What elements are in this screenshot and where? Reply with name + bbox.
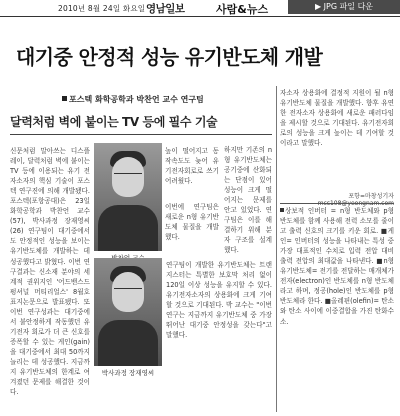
photo-student bbox=[94, 258, 162, 366]
bullet-triangle-icon bbox=[280, 208, 284, 212]
column-divider bbox=[276, 86, 277, 412]
body-column-3: 하지만 기존의 n형 유기반도체는 공기중에 산화되는 단점이 있어 성능이 크게 떨어지는 문제를 안고 있었다. 연구팀은 이를 해결하기 위해 분자 구조를 설계했다. bbox=[224, 146, 272, 255]
body-column-2b: 이번에 연구팀은 새로운 n형 유기반도체 물질을 개발했다. bbox=[165, 203, 219, 242]
reporter-email: 포항=마창성기자 bbox=[348, 193, 394, 200]
glossary-box bbox=[280, 206, 394, 410]
glasses-icon bbox=[114, 288, 142, 293]
body-column-4: 연구팀이 개발한 유기반도체는 트랜지스터는 특별한 보호막 처리 없이 120일 이상 성능을 유지할 수 있다. 유기전자소자의 상용화에 크게 기여할 것으로 기대된다. 박 교수는 "이번 연구는 지금까지 유기반도체 중 가장 뛰어난 대기중 안정성을 갖는다"고 말했다. bbox=[166, 261, 272, 340]
jpg-download-label: JPG 파일 다운 bbox=[323, 2, 374, 11]
newspaper-logo: 영남일보 bbox=[146, 3, 185, 15]
body-column-2a: 높이 떨어지고 동작속도도 늦어 유기전자회로로 쓰기 어려웠다. bbox=[165, 147, 219, 186]
bullet-square-icon bbox=[62, 96, 67, 101]
article-headline: 대기중 안정적 성능 유기반도체 개발 bbox=[16, 45, 323, 69]
byline-text: 포스텍 화학공학과 박찬언 교수 연구팀 bbox=[69, 95, 204, 104]
glasses-icon bbox=[114, 173, 142, 178]
jpg-download-button[interactable] bbox=[288, 0, 400, 14]
photo-body-shape bbox=[98, 205, 158, 251]
issue-date: 2010년 8월 24일 화요일 bbox=[58, 4, 146, 13]
photo-professor bbox=[94, 143, 162, 251]
body-column-1: 신문처럼 말아쓰는 디스플레이, 달력처럼 벽에 붙이는 TV 등에 이용되는 유기 전자소자의 핵심 기술이 포스텍 연구진에 의해 개발됐다. 포스텍(포항공대)은 23일 화학공학과 박찬언 교수(57), 박사과정 장재영씨(26) 연구팀이 대기중에서도 안정적인 성능을 보이는 유기반도체를 개발하는 데 성공했다고 밝혔다. 이번 연구결과는 신소재 분야의 세계적 권위지인 '어드밴스드 펑셔널 머티리얼스' 8월호 표지논문으로 발표됐다. 또 이번 연구성과는 대기중에서 불안정하게 작동했던 유기전자 회로가 더 큰 신호를 증폭할 수 있는 게인(gain)을 대기중에서 최대 50까지 늘리는 데 성공했다. 지금까지 유기반도체의 한계로 여겨졌던 문제를 해결한 것이다. bbox=[10, 147, 90, 397]
download-icon: ▶ bbox=[314, 2, 324, 11]
article-byline bbox=[62, 94, 204, 105]
photo-caption-2: 박사과정 장재영씨 bbox=[101, 369, 155, 377]
header-divider bbox=[0, 16, 400, 17]
sidebar-intro: 자소자 상용화에 결정적 지원이 될 n형 유기반도체 물질을 개발했다. 향후 유연한 전자소자 상용화에 새로운 패러다임을 제시할 것으로 기대된다. 유기전자회로의 성능을 크게 높이는 데 기여할 것이라고 말했다. bbox=[280, 89, 394, 148]
sidebar-divider bbox=[280, 203, 394, 204]
article-subheadline: 달력처럼 벽에 붙이는 TV 등에 필수 기술 bbox=[10, 113, 272, 135]
section-title: 사람&뉴스 bbox=[216, 3, 269, 16]
photo-body-shape bbox=[98, 320, 158, 366]
glossary-text: 상보적 인버터 = n형 반도체와 p형 반도체를 함께 사용해 전력 소모를 줄이고 출력 신호의 크기를 키운 회로. ■게인= 인버터의 성능을 나타내는 특성 중 가장 대표적인 수치로 입력 전압 대비 출력 전압의 최대값을 나타낸다. ■n형 유기반도체= 전기를 전달하는 매개체가 전자(electron)인 반도체를 n형 반도체라고 하며, 정공(hole)인 반도체를 p형 반도체라 한다. ■올레핀(olefin)= 탄소와 탄소 사이에 이중결합을 가진 탄화수소. bbox=[280, 207, 394, 326]
